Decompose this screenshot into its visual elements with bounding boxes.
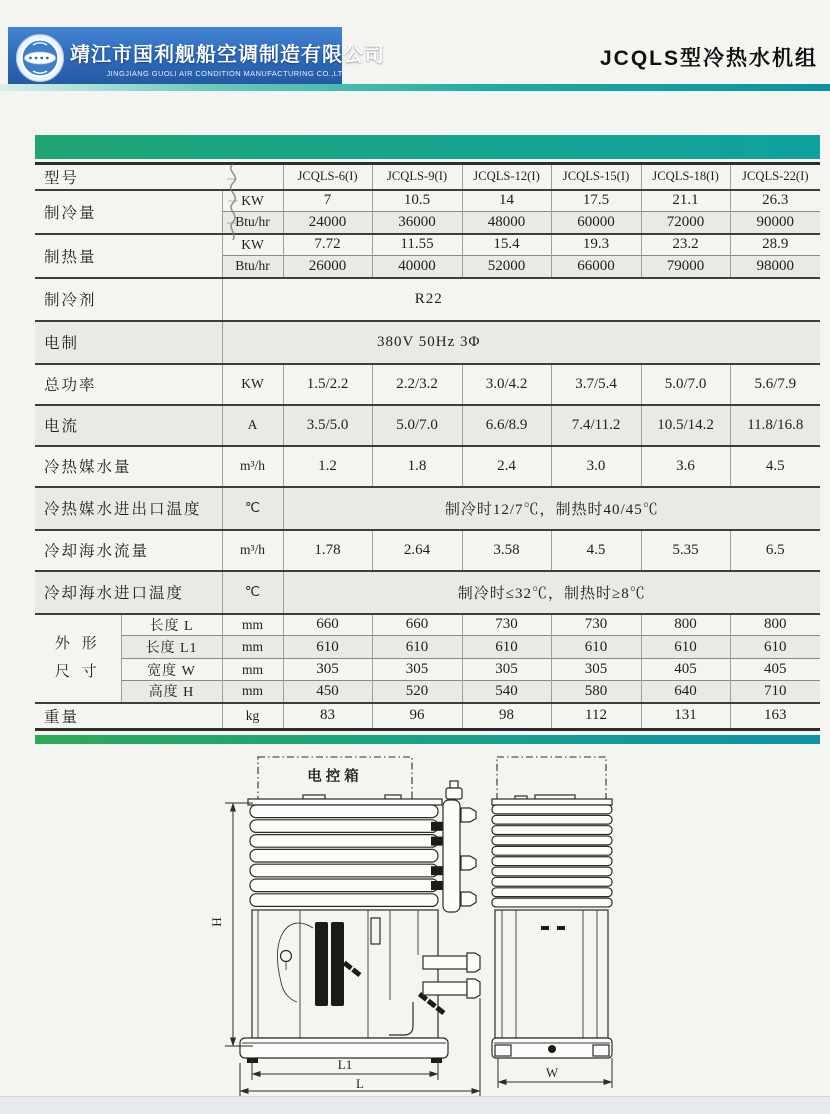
value: 610	[283, 636, 372, 659]
value: 3.7/5.4	[551, 364, 641, 405]
dim-label-l: L	[356, 1076, 364, 1091]
value: 3.5/5.0	[283, 405, 372, 446]
value: 19.3	[551, 234, 641, 256]
model-name: JCQLS-18(I)	[641, 164, 730, 190]
table-bottom-band	[35, 735, 820, 744]
unit: mm	[222, 636, 283, 659]
company-banner	[8, 27, 385, 90]
dim-name: 长度 L	[121, 614, 222, 636]
dim-name: 宽度 W	[121, 659, 222, 681]
value: 800	[730, 614, 820, 636]
company-logo-icon	[14, 32, 66, 84]
row-label: 重量	[35, 703, 222, 730]
table-row	[35, 446, 820, 487]
value: 1.8	[372, 446, 462, 487]
value: 3.58	[462, 530, 551, 571]
value: 1.2	[283, 446, 372, 487]
value: 26000	[283, 256, 372, 278]
unit: ℃	[222, 487, 283, 530]
value: 1.78	[283, 530, 372, 571]
value: 72000	[641, 212, 730, 234]
value: 3.0	[551, 446, 641, 487]
unit: mm	[222, 659, 283, 681]
model-name: JCQLS-12(I)	[462, 164, 551, 190]
company-name-en: JINGJIANG GUOLI AIR CONDITION MANUFACTURING CO.,LTD	[106, 68, 349, 78]
row-label: 外 形 尺 寸	[35, 614, 121, 703]
value: 730	[462, 614, 551, 636]
value: 3.0/4.2	[462, 364, 551, 405]
model-header-label: 型号	[35, 164, 283, 190]
value: 14	[462, 190, 551, 212]
value: 79000	[641, 256, 730, 278]
value: 4.5	[730, 446, 820, 487]
value: 1.5/2.2	[283, 364, 372, 405]
table-row	[35, 530, 820, 571]
value: 610	[462, 636, 551, 659]
table-row	[35, 321, 820, 364]
value: 15.4	[462, 234, 551, 256]
value: 5.35	[641, 530, 730, 571]
row-label: 总功率	[35, 364, 222, 405]
value: 7.72	[283, 234, 372, 256]
value: 98000	[730, 256, 820, 278]
unit: KW	[222, 234, 283, 256]
value: 450	[283, 681, 372, 703]
row-label: 冷热媒水进出口温度	[35, 487, 222, 530]
value: 2.4	[462, 446, 551, 487]
value: 610	[551, 636, 641, 659]
value: 610	[730, 636, 820, 659]
value: 610	[641, 636, 730, 659]
table-row	[35, 681, 820, 703]
header-divider	[0, 84, 830, 91]
unit: Btu/hr	[222, 256, 283, 278]
value: 5.6/7.9	[730, 364, 820, 405]
value: 98	[462, 703, 551, 730]
table-row	[35, 636, 820, 659]
dim-label-w: W	[545, 1065, 559, 1080]
bottom-strip	[0, 1096, 830, 1114]
compressor	[315, 922, 328, 1006]
banner-text	[70, 38, 385, 78]
scan-artifact	[221, 161, 249, 245]
unit: mm	[222, 614, 283, 636]
table-row	[35, 278, 820, 321]
value: 10.5/14.2	[641, 405, 730, 446]
table-row	[35, 190, 820, 212]
value: 11.55	[372, 234, 462, 256]
value: 610	[372, 636, 462, 659]
value: 5.0/7.0	[372, 405, 462, 446]
model-name: JCQLS-6(I)	[283, 164, 372, 190]
value: 540	[462, 681, 551, 703]
spec-table	[35, 162, 820, 731]
table-row	[35, 659, 820, 681]
value: 5.0/7.0	[641, 364, 730, 405]
model-name: JCQLS-9(I)	[372, 164, 462, 190]
value: 7	[283, 190, 372, 212]
dim-label-h: H	[209, 917, 224, 927]
company-name-cn: 靖江市国利舰船空调制造有限公司	[70, 43, 385, 66]
dim-name: 长度 L1	[121, 636, 222, 659]
front-base	[240, 1038, 448, 1058]
value: 640	[641, 681, 730, 703]
value: 163	[730, 703, 820, 730]
value: 48000	[462, 212, 551, 234]
front-coil	[250, 805, 438, 906]
control-box-label: 电控箱	[307, 769, 363, 785]
value: 23.2	[641, 234, 730, 256]
row-label: 冷却海水流量	[35, 530, 222, 571]
value: 305	[551, 659, 641, 681]
unit: kg	[222, 703, 283, 730]
unit: m³/h	[222, 530, 283, 571]
table-top-band	[35, 135, 820, 159]
value: 800	[641, 614, 730, 636]
value: 6.6/8.9	[462, 405, 551, 446]
value: 10.5	[372, 190, 462, 212]
table-row	[35, 614, 820, 636]
value: 11.8/16.8	[730, 405, 820, 446]
value: 36000	[372, 212, 462, 234]
span-value: 制冷时12/7℃，制热时40/45℃	[283, 487, 820, 530]
value: 305	[283, 659, 372, 681]
unit: A	[222, 405, 283, 446]
value: 112	[551, 703, 641, 730]
value: 28.9	[730, 234, 820, 256]
value: 52000	[462, 256, 551, 278]
side-coil	[492, 805, 612, 907]
model-name: JCQLS-15(I)	[551, 164, 641, 190]
value: 131	[641, 703, 730, 730]
unit: Btu/hr	[222, 212, 283, 234]
row-label: 电流	[35, 405, 222, 446]
table-row	[35, 571, 820, 614]
value: 520	[372, 681, 462, 703]
value: 26.3	[730, 190, 820, 212]
value: 83	[283, 703, 372, 730]
value: 660	[283, 614, 372, 636]
unit: KW	[222, 190, 283, 212]
row-label: 电制	[35, 321, 222, 364]
table-row	[35, 703, 820, 730]
value: 305	[462, 659, 551, 681]
dim-name: 高度 H	[121, 681, 222, 703]
dim-label-l1: L1	[337, 1057, 353, 1072]
table-row	[35, 234, 820, 256]
value: 4.5	[551, 530, 641, 571]
page-title: JCQLS型冷热水机组	[599, 47, 818, 70]
value: 2.2/3.2	[372, 364, 462, 405]
value: 660	[372, 614, 462, 636]
value: 7.4/11.2	[551, 405, 641, 446]
model-name: JCQLS-22(I)	[730, 164, 820, 190]
value: 405	[641, 659, 730, 681]
value: 96	[372, 703, 462, 730]
span-value: R22	[222, 278, 820, 321]
table-row	[35, 405, 820, 446]
table-row	[35, 164, 820, 190]
row-label: 制冷量	[35, 190, 222, 234]
row-label: 制冷剂	[35, 278, 222, 321]
value: 90000	[730, 212, 820, 234]
span-value: 制冷时≤32℃，制热时≥8℃	[283, 571, 820, 614]
value: 3.6	[641, 446, 730, 487]
row-label: 冷却海水进口温度	[35, 571, 222, 614]
table-row	[35, 364, 820, 405]
value: 24000	[283, 212, 372, 234]
unit: KW	[222, 364, 283, 405]
value: 405	[730, 659, 820, 681]
span-value: 380V 50Hz 3Φ	[222, 321, 820, 364]
unit-drawing	[185, 750, 635, 1110]
value: 66000	[551, 256, 641, 278]
value: 17.5	[551, 190, 641, 212]
row-label: 冷热媒水量	[35, 446, 222, 487]
value: 6.5	[730, 530, 820, 571]
table-row	[35, 487, 820, 530]
value: 730	[551, 614, 641, 636]
value: 305	[372, 659, 462, 681]
value: 60000	[551, 212, 641, 234]
unit: m³/h	[222, 446, 283, 487]
unit: ℃	[222, 571, 283, 614]
value: 40000	[372, 256, 462, 278]
unit: mm	[222, 681, 283, 703]
value: 580	[551, 681, 641, 703]
value: 2.64	[372, 530, 462, 571]
value: 710	[730, 681, 820, 703]
row-label: 制热量	[35, 234, 222, 278]
value: 21.1	[641, 190, 730, 212]
